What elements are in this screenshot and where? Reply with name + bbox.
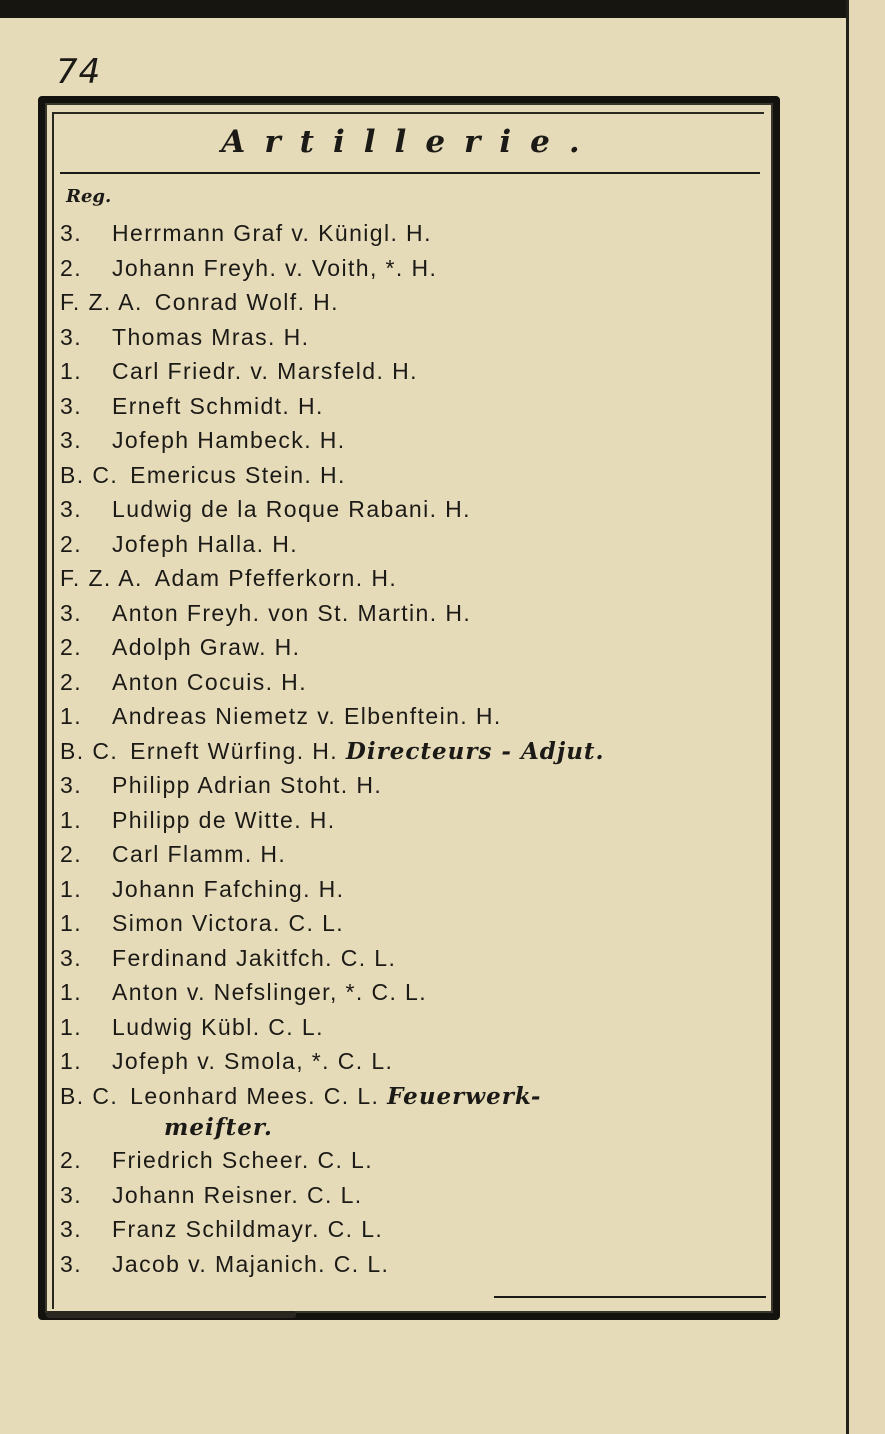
reg-header: Reg.	[66, 186, 112, 207]
role-note: Feuerwerk-	[387, 1082, 542, 1110]
roster-entry	[60, 906, 772, 941]
roster-entry	[60, 941, 772, 976]
officer-name: Jofeph v. Smola, *. C. L.	[112, 1048, 394, 1074]
officer-name: Carl Friedr. v. Marsfeld. H.	[112, 358, 418, 384]
regiment-number: 3.	[60, 392, 82, 419]
section-title: Artillerie.	[221, 124, 599, 160]
frame-bottom-shadow	[46, 1311, 296, 1318]
roster-entry	[60, 1212, 772, 1247]
regiment-number: 1.	[60, 358, 82, 384]
regiment-number: 3.	[60, 1250, 82, 1277]
roster-entry	[60, 872, 772, 907]
roster-entry	[60, 458, 772, 493]
role-note: Directeurs - Adjut.	[345, 737, 605, 765]
roster-entry	[60, 1178, 772, 1213]
roster-entry	[60, 975, 772, 1010]
officer-name: Jacob v. Majanich. C. L.	[112, 1250, 390, 1277]
regiment-number: 2.	[60, 1147, 82, 1173]
role-note: meifter.	[164, 1114, 273, 1141]
officer-name: Philipp Adrian Stoht. H.	[112, 772, 383, 798]
regiment-number: B. C.	[60, 1082, 119, 1109]
regiment-number: 2.	[60, 841, 82, 867]
closing-rule	[494, 1296, 766, 1298]
officer-name: Ferdinand Jakitfch. C. L.	[112, 944, 397, 971]
roster-entry	[60, 1079, 772, 1114]
regiment-number: 3.	[60, 1216, 82, 1242]
regiment-number: 3.	[60, 427, 82, 453]
regiment-number: 3.	[60, 323, 82, 350]
roster-entry	[60, 320, 772, 355]
regiment-number: 1.	[60, 703, 82, 729]
roster-list	[60, 216, 772, 1281]
regiment-number: 1.	[60, 875, 82, 902]
roster-entry	[60, 216, 772, 251]
roster-entry	[60, 1143, 772, 1178]
officer-name: Jofeph Hambeck. H.	[112, 427, 346, 453]
facing-page-edge	[846, 0, 885, 1434]
officer-name: Anton Freyh. von St. Martin. H.	[112, 599, 472, 626]
roster-entry	[60, 492, 772, 527]
regiment-number: 1.	[60, 979, 82, 1005]
roster-entry	[60, 1010, 772, 1045]
officer-name: Carl Flamm. H.	[112, 841, 287, 867]
officer-name: Simon Victora. C. L.	[112, 910, 345, 936]
regiment-number: 2.	[60, 634, 82, 660]
officer-name: Anton v. Nefslinger, *. C. L.	[112, 979, 428, 1005]
page-number: 74	[56, 52, 102, 92]
officer-name: Adolph Graw. H.	[112, 634, 301, 660]
roster-entry	[60, 389, 772, 424]
regiment-number: B. C.	[60, 461, 119, 488]
roster-entry	[60, 423, 772, 458]
roster-entry	[60, 1044, 772, 1079]
roster-entry	[60, 803, 772, 838]
officer-name: Emericus Stein. H.	[130, 461, 346, 488]
officer-name: Johann Freyh. v. Voith, *. H.	[112, 254, 438, 281]
officer-name: Ludwig de la Roque Rabani. H.	[112, 496, 471, 522]
officer-name: Johann Fafching. H.	[112, 875, 345, 902]
regiment-number: 1.	[60, 806, 82, 833]
roster-entry	[60, 665, 772, 700]
regiment-number: 3.	[60, 496, 82, 522]
officer-name: Andreas Niemetz v. Elbenftein. H.	[112, 703, 502, 729]
roster-entry	[60, 561, 772, 596]
officer-name: Anton Cocuis. H.	[112, 668, 307, 695]
regiment-number: F. Z. A.	[60, 289, 143, 315]
regiment-number: 3.	[60, 599, 82, 626]
officer-name: Leonhard Mees. C. L.	[130, 1082, 380, 1109]
officer-name: Erneft Würfing. H.	[130, 737, 339, 764]
regiment-number: 2.	[60, 668, 82, 695]
scan-top-edge	[0, 0, 870, 18]
officer-name: Herrmann Graf v. Künigl. H.	[112, 220, 432, 246]
roster-entry	[60, 699, 772, 734]
officer-name: Ludwig Kübl. C. L.	[112, 1013, 324, 1040]
regiment-number: 1.	[60, 910, 82, 936]
officer-name: Thomas Mras. H.	[112, 323, 310, 350]
regiment-number: 2.	[60, 254, 82, 281]
regiment-number: 2.	[60, 530, 82, 557]
regiment-number: 1.	[60, 1048, 82, 1074]
regiment-number: 3.	[60, 1181, 82, 1208]
officer-name: Jofeph Halla. H.	[112, 530, 299, 557]
roster-entry	[60, 354, 772, 389]
regiment-number: 3.	[60, 944, 82, 971]
regiment-number: 1.	[60, 1013, 82, 1040]
roster-entry	[60, 768, 772, 803]
roster-entry	[60, 527, 772, 562]
roster-entry	[60, 1113, 772, 1143]
officer-name: Franz Schildmayr. C. L.	[112, 1216, 384, 1242]
officer-name: Erneft Schmidt. H.	[112, 392, 324, 419]
roster-entry	[60, 251, 772, 286]
roster-entry	[60, 596, 772, 631]
regiment-number: 3.	[60, 220, 82, 246]
roster-entry	[60, 1247, 772, 1282]
regiment-number: F. Z. A.	[60, 565, 143, 591]
title-rule	[60, 172, 760, 174]
roster-entry	[60, 837, 772, 872]
roster-entry	[60, 734, 772, 769]
regiment-number: B. C.	[60, 737, 119, 764]
officer-name: Friedrich Scheer. C. L.	[112, 1147, 374, 1173]
roster-entry	[60, 630, 772, 665]
officer-name: Philipp de Witte. H.	[112, 806, 336, 833]
regiment-number: 3.	[60, 772, 82, 798]
officer-name: Johann Reisner. C. L.	[112, 1181, 363, 1208]
officer-name: Conrad Wolf. H.	[154, 289, 339, 315]
roster-entry	[60, 285, 772, 320]
officer-name: Adam Pfefferkorn. H.	[154, 565, 398, 591]
